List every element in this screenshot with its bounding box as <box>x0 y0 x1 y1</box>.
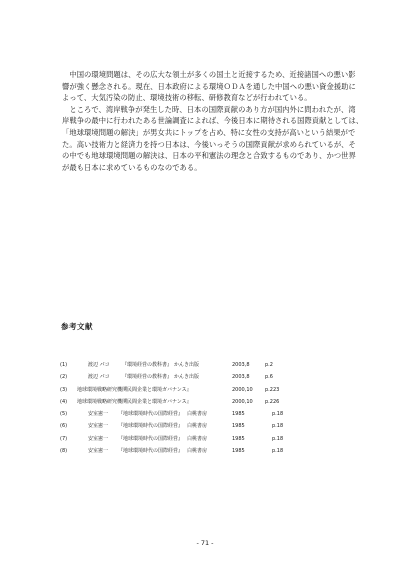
reference-item <box>60 375 360 387</box>
reference-year: 2003,8 <box>232 362 250 368</box>
reference-author: 渡辺 パコ <box>88 374 110 381</box>
reference-publisher: 白桃書房 <box>187 435 208 442</box>
paragraph <box>62 69 362 104</box>
text-line: た。高い技術力と経済力を持つ日本は、今後いっそうの国際貢献が求められているが、そ <box>62 139 356 149</box>
text-line: よって、大気汚染の防止、環境技術の移転、研修教育などが行われている。 <box>62 93 312 103</box>
reference-page: p.2 <box>265 362 273 368</box>
reference-page: p.18 <box>272 423 284 430</box>
text-line: 響が強く懸念される。現在、日本政府による環境ＯＤＡを通した中国への悪い資金援助に <box>62 81 356 91</box>
reference-author: 地球環境戦略研究機関 <box>77 398 128 405</box>
reference-number: (7) <box>60 435 68 442</box>
reference-page: p.18 <box>272 448 284 455</box>
text-line: 「地球環境問題の解決」が男女共にトップを占め、特に女性の支持が高いという結果がで <box>62 127 356 137</box>
reference-year: 1985 <box>232 411 245 418</box>
body-text <box>62 69 362 173</box>
reference-author: 渡辺 パコ <box>88 362 110 368</box>
reference-year: 1985 <box>232 435 245 442</box>
reference-publisher: かんき出版 <box>174 362 200 368</box>
reference-page: p.226 <box>265 398 280 405</box>
reference-author: 地球環境戦略研究機関 <box>77 386 128 393</box>
reference-number: (6) <box>60 423 68 430</box>
text-line: の中でも地球環境問題の解決は、日本の平和憲法の理念と合致するものであり、かつ世界 <box>62 151 356 161</box>
reference-publisher: 白桃書房 <box>187 448 208 455</box>
reference-number: (3) <box>60 386 68 393</box>
reference-author: 安室憲一 <box>88 411 109 418</box>
page-number: - 71 - <box>196 539 214 547</box>
reference-title: 『地球環境時代の国際経営』 <box>118 448 184 455</box>
reference-title: 『地球環境時代の国際経営』 <box>118 435 184 442</box>
reference-page: p.223 <box>265 386 280 393</box>
reference-publisher: 白桃書房 <box>187 423 208 430</box>
text-line: 中国の環境問題は、その広大な領土が多くの国土と近接するため、近接諸国への悪い影 <box>62 70 356 79</box>
reference-title: 『地球環境時代の国際経営』 <box>118 411 184 418</box>
reference-year: 1985 <box>232 448 245 455</box>
reference-number: (4) <box>60 398 68 405</box>
reference-year: 2003,8 <box>232 374 250 381</box>
paragraph <box>62 104 362 174</box>
reference-title: 『地球環境時代の国際経営』 <box>118 423 184 430</box>
text-line: 岸戦争の最中に行われたある世論調査によれば、今後日本に期待される国際貢献としては、 <box>62 116 364 126</box>
text-line: ところで、湾岸戦争が発生した時、日本の国際貢献のあり方が国内外に問われたが、湾 <box>62 104 356 114</box>
reference-number: (2) <box>60 374 68 381</box>
reference-publisher: かんき出版 <box>174 374 200 381</box>
reference-title: 『民間企業と環境ガバナンス』 <box>122 398 192 405</box>
references-heading: 参考文献 <box>61 322 93 331</box>
reference-page: p.6 <box>265 374 273 381</box>
reference-year: 2000,10 <box>232 386 253 393</box>
reference-page: p.18 <box>272 411 284 418</box>
reference-title: 『民間企業と環境ガバナンス』 <box>122 386 192 393</box>
reference-title: 『環境経営の教科書』 <box>122 374 173 381</box>
reference-year: 2000,10 <box>232 398 253 405</box>
reference-list <box>60 363 360 461</box>
reference-number: (8) <box>60 448 68 455</box>
reference-page: p.18 <box>272 435 284 442</box>
reference-author: 安室憲一 <box>88 435 109 442</box>
reference-author: 安室憲一 <box>88 448 109 455</box>
reference-item <box>60 449 360 461</box>
text-line: が最も日本に求めているものなのである。 <box>62 162 202 172</box>
reference-author: 安室憲一 <box>88 423 109 430</box>
reference-publisher: 白桃書房 <box>187 411 208 418</box>
reference-number: (1) <box>60 362 68 368</box>
reference-year: 1985 <box>232 423 245 430</box>
reference-item <box>60 424 360 436</box>
reference-title: 『環境経営の教科書』 <box>122 362 173 368</box>
reference-number: (5) <box>60 411 68 418</box>
